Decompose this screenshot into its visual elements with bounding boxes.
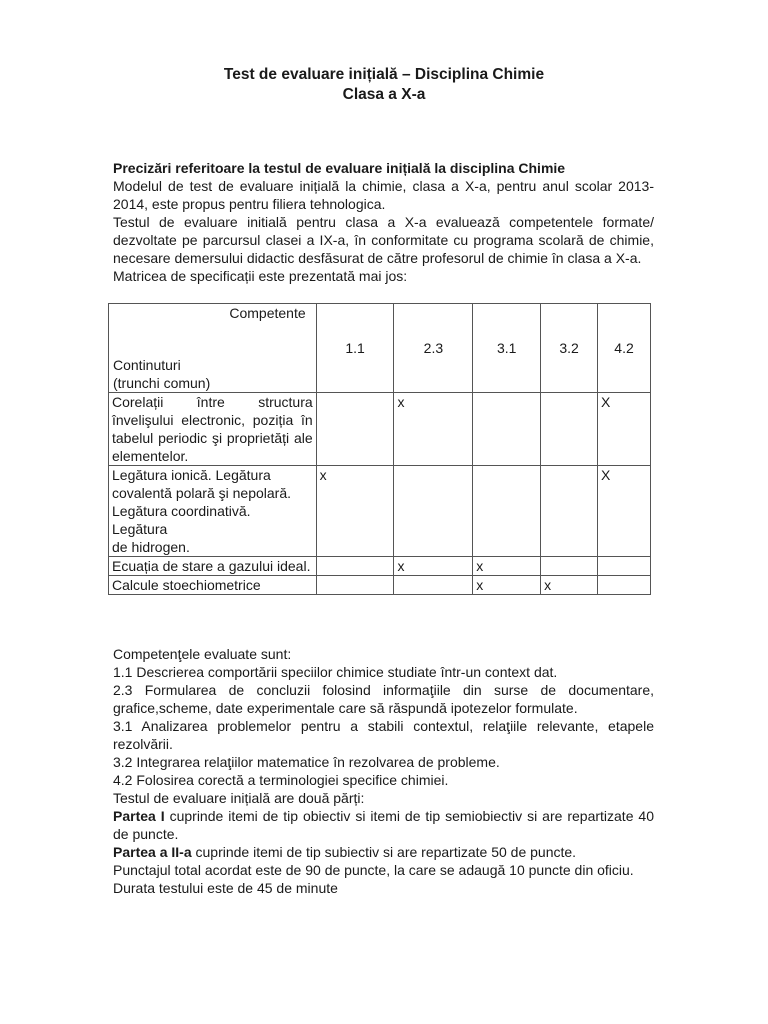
content-line: Legătura ionică. Legătura	[112, 467, 271, 483]
competences-section	[113, 645, 654, 897]
specification-matrix	[108, 303, 651, 595]
mark-cell: x	[394, 393, 473, 466]
part-1-label: Partea I	[113, 808, 165, 824]
column-header: 3.1	[473, 304, 541, 393]
mark-cell	[316, 393, 394, 466]
test-duration: Durata testului este de 45 de minute	[113, 880, 338, 896]
mark-cell: X	[598, 393, 651, 466]
content-cell: Ecuația de stare a gazului ideal.	[109, 557, 317, 576]
total-score: Punctajul total acordat este de 90 de puncte, la care se adaugă 10 puncte din oficiu.	[113, 862, 634, 878]
content-cell	[109, 466, 317, 557]
mark-cell	[541, 393, 598, 466]
part-2-label: Partea a II-a	[113, 844, 192, 860]
matrix-row	[109, 466, 651, 557]
intro-section	[113, 159, 654, 285]
column-header: 2.3	[394, 304, 473, 393]
content-line: Legătura	[112, 521, 168, 537]
column-header: 4.2	[598, 304, 651, 393]
part-1-text: cuprinde itemi de tip obiectiv si itemi de tip semiobiectiv si are repartizate 40 de puncte.	[113, 808, 654, 842]
matrix-row	[109, 576, 651, 595]
content-cell: Corelații între structura învelişului electronic, poziția în tabelul periodic şi proprietăți ale elementelor.	[109, 393, 317, 466]
mark-cell: x	[473, 576, 541, 595]
mark-cell	[473, 466, 541, 557]
content-line: Legătura coordinativă.	[112, 503, 251, 519]
header-competente: Competente	[229, 305, 306, 321]
section-heading: Precizări referitoare la testul de evaluare inițială la disciplina Chimie	[113, 160, 566, 176]
document-title: Test de evaluare inițială – Disciplina Chimie	[223, 66, 545, 83]
competence-4-2: 4.2 Folosirea corectă a terminologiei specifice chimiei.	[113, 772, 449, 788]
mark-cell: x	[541, 576, 598, 595]
mark-cell	[541, 466, 598, 557]
mark-cell: x	[316, 466, 394, 557]
structure-intro: Testul de evaluare inițială are două părți:	[113, 790, 365, 806]
mark-cell	[598, 576, 651, 595]
mark-cell	[394, 576, 473, 595]
intro-paragraph-1: Modelul de test de evaluare inițială la chimie, clasa a X-a, pentru anul scolar 2013-2014, este propus pentru filiera tehnologica.	[113, 178, 654, 212]
matrix-row	[109, 393, 651, 466]
header-continuturi: Continuturi	[113, 357, 181, 373]
intro-paragraph-2: Testul de evaluare initială pentru clasa a X-a evaluează competentele formate/ dezvoltate pe parcursul clasei a IX-a, în conformitate cu programa scolară de chimie, necesare demersului didactic desfăsurat de către profesorul de chimie în clasa a X-a.	[113, 214, 654, 266]
mark-cell	[473, 393, 541, 466]
competence-3-1: 3.1 Analizarea problemelor pentru a stabili contextul, relaţiile relevante, etapele rezolvării.	[113, 718, 654, 752]
mark-cell	[541, 557, 598, 576]
competence-3-2: 3.2 Integrarea relaţiilor matematice în rezolvarea de probleme.	[113, 754, 500, 770]
column-header: 1.1	[316, 304, 394, 393]
part-2-description	[113, 843, 654, 861]
matrix-corner-cell	[109, 304, 317, 393]
mark-cell	[316, 576, 394, 595]
competence-1-1: 1.1 Descrierea comportării speciilor chimice studiate într-un context dat.	[113, 664, 558, 680]
column-header: 3.2	[541, 304, 598, 393]
part-1-description	[113, 807, 654, 843]
content-line: covalentă polară şi nepolară.	[112, 485, 292, 501]
competence-2-3: 2.3 Formularea de concluzii folosind informaţiile din surse de documentare, grafice,scheme, date experimentale care să răspundă ipotezelor formulate.	[113, 682, 654, 716]
mark-cell: X	[598, 466, 651, 557]
header-trunchi-comun: (trunchi comun)	[113, 375, 211, 391]
document-subtitle: Clasa a X-a	[342, 86, 426, 103]
intro-paragraph-3: Matricea de specificații este prezentată mai jos:	[113, 268, 408, 284]
competences-intro: Competenţele evaluate sunt:	[113, 646, 292, 662]
part-2-text: cuprinde itemi de tip subiectiv si are repartizate 50 de puncte.	[191, 844, 577, 860]
matrix-row	[109, 557, 651, 576]
content-cell: Calcule stoechiometrice	[109, 576, 317, 595]
mark-cell	[316, 557, 394, 576]
matrix-header-row	[109, 304, 651, 393]
mark-cell	[598, 557, 651, 576]
content-line: de hidrogen.	[112, 539, 190, 555]
mark-cell	[394, 466, 473, 557]
mark-cell: x	[473, 557, 541, 576]
mark-cell: x	[394, 557, 473, 576]
